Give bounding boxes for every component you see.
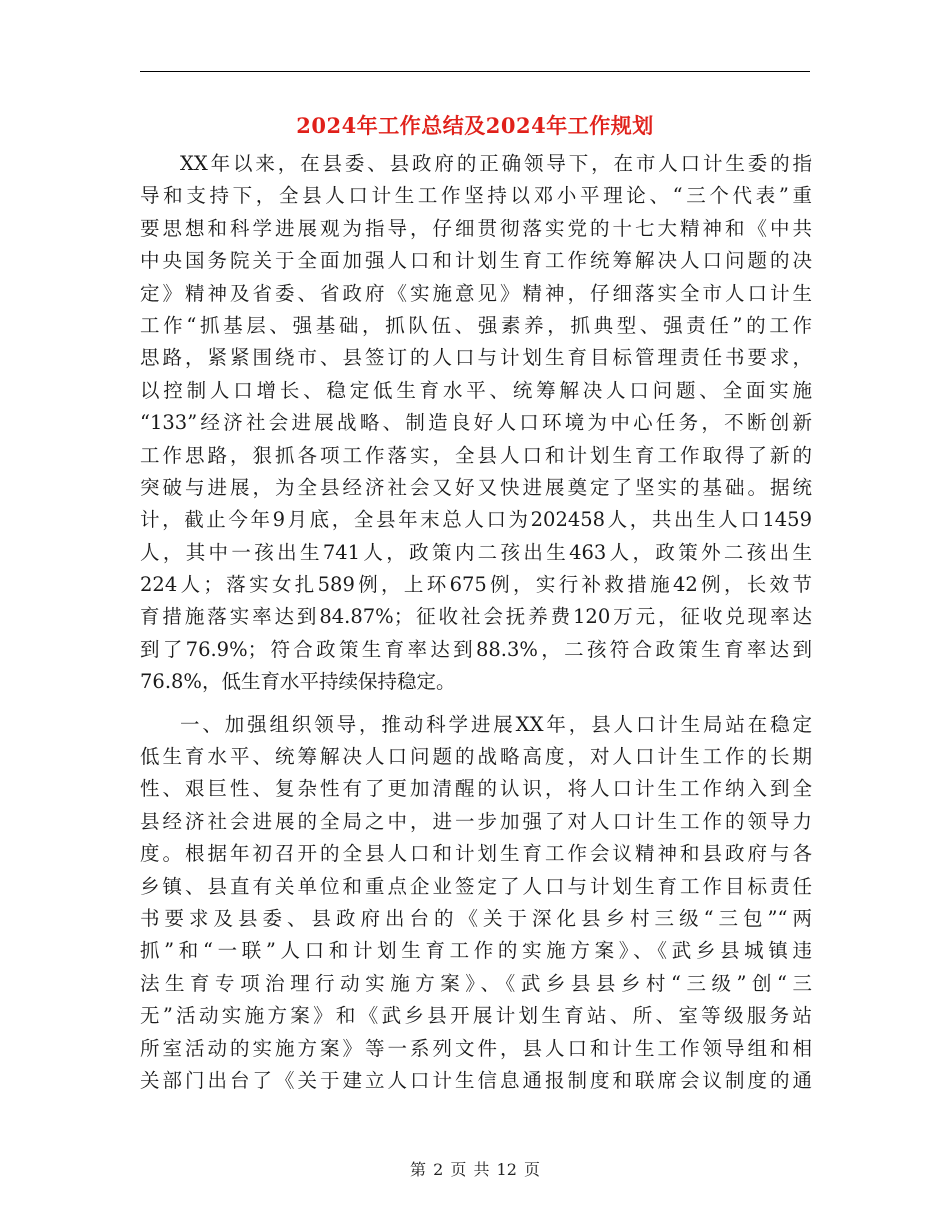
text-line: 所室活动的实施方案》等一系列文件，县人口和计生工作领导组和相 [140,1036,812,1060]
header-rule [140,71,810,72]
text-line: XX年以来，在县委、县政府的正确领导下，在市人口计生委的指 [180,152,812,175]
text-line: 法生育专项治理行动实施方案》、《武乡县县乡村“三级”创“三 [140,971,812,995]
text-line: 工作思路，狠抓各项工作落实，全县人口和计划生育工作取得了新的 [140,443,812,467]
paragraph-intro [140,148,812,699]
text-line: 定》精神及省委、省政府《实施意见》精神，仔细落实全市人口计生 [140,281,812,305]
text-line: 低生育水平、统筹解决人口问题的战略高度，对人口计生工作的长期 [140,745,812,769]
text-line: 无”活动实施方案》和《武乡县开展计划生育站、所、室等级服务站 [140,1004,812,1028]
text-line: 突破与进展，为全县经济社会又好又快进展奠定了坚实的基础。据统 [140,475,812,499]
paragraph-section-1 [140,709,812,1098]
text-line: 到了76.9%；符合政策生育率达到88.3%，二孩符合政策生育率达到 [140,637,812,661]
document-body [140,148,812,1097]
text-line: 导和支持下，全县人口计生工作坚持以邓小平理论、“三个代表”重 [140,184,812,208]
text-line: 工作“抓基层、强基础，抓队伍、强素养，抓典型、强责任”的工作 [140,313,812,337]
text-line: 书要求及县委、县政府出台的《关于深化县乡村三级“三包”“两 [140,906,812,930]
text-line: 76.8%，低生育水平持续保持稳定。 [140,670,456,694]
text-line: 以控制人口增长、稳定低生育水平、统筹解决人口问题、全面实施 [140,378,812,402]
text-line: “133”经济社会进展战略、制造良好人口环境为中心任务，不断创新 [140,411,812,435]
text-line: 中央国务院关于全面加强人口和计划生育工作统筹解决人口问题的决 [140,249,812,273]
text-line: 要思想和科学进展观为指导，仔细贯彻落实党的十七大精神和《中共 [140,216,812,240]
text-line: 人，其中一孩出生741人，政策内二孩出生463人，政策外二孩出生 [140,540,812,564]
text-line: 计，截止今年9月底，全县年末总人口为202458人，共出生人口1459 [140,508,812,532]
text-line: 一、加强组织领导，推动科学进展XX年，县人口计生局站在稳定 [180,712,812,736]
text-line: 度。根据年初召开的全县人口和计划生育工作会议精神和县政府与各 [140,842,812,866]
text-line: 224人；落实女扎589例，上环675例，实行补救措施42例，长效节 [140,573,812,597]
page-number: 第 2 页 共 12 页 [410,1160,540,1179]
document-title: 2024年工作总结及2024年工作规划 [296,113,654,138]
text-line: 县经济社会进展的全局之中，进一步加强了对人口计生工作的领导力 [140,809,812,833]
text-line: 育措施落实率达到84.87%；征收社会抚养费120万元，征收兑现率达 [140,605,812,629]
text-line: 关部门出台了《关于建立人口计生信息通报制度和联席会议制度的通 [140,1068,812,1092]
text-line: 乡镇、县直有关单位和重点企业签定了人口与计划生育工作目标责任 [140,874,812,898]
text-line: 思路，紧紧围绕市、县签订的人口与计划生育目标管理责任书要求， [140,346,812,370]
text-line: 性、艰巨性、复杂性有了更加清醒的认识，将人口计生工作纳入到全 [140,777,812,801]
text-line: 抓”和“一联”人口和计划生育工作的实施方案》、《武乡县城镇违 [140,939,812,963]
